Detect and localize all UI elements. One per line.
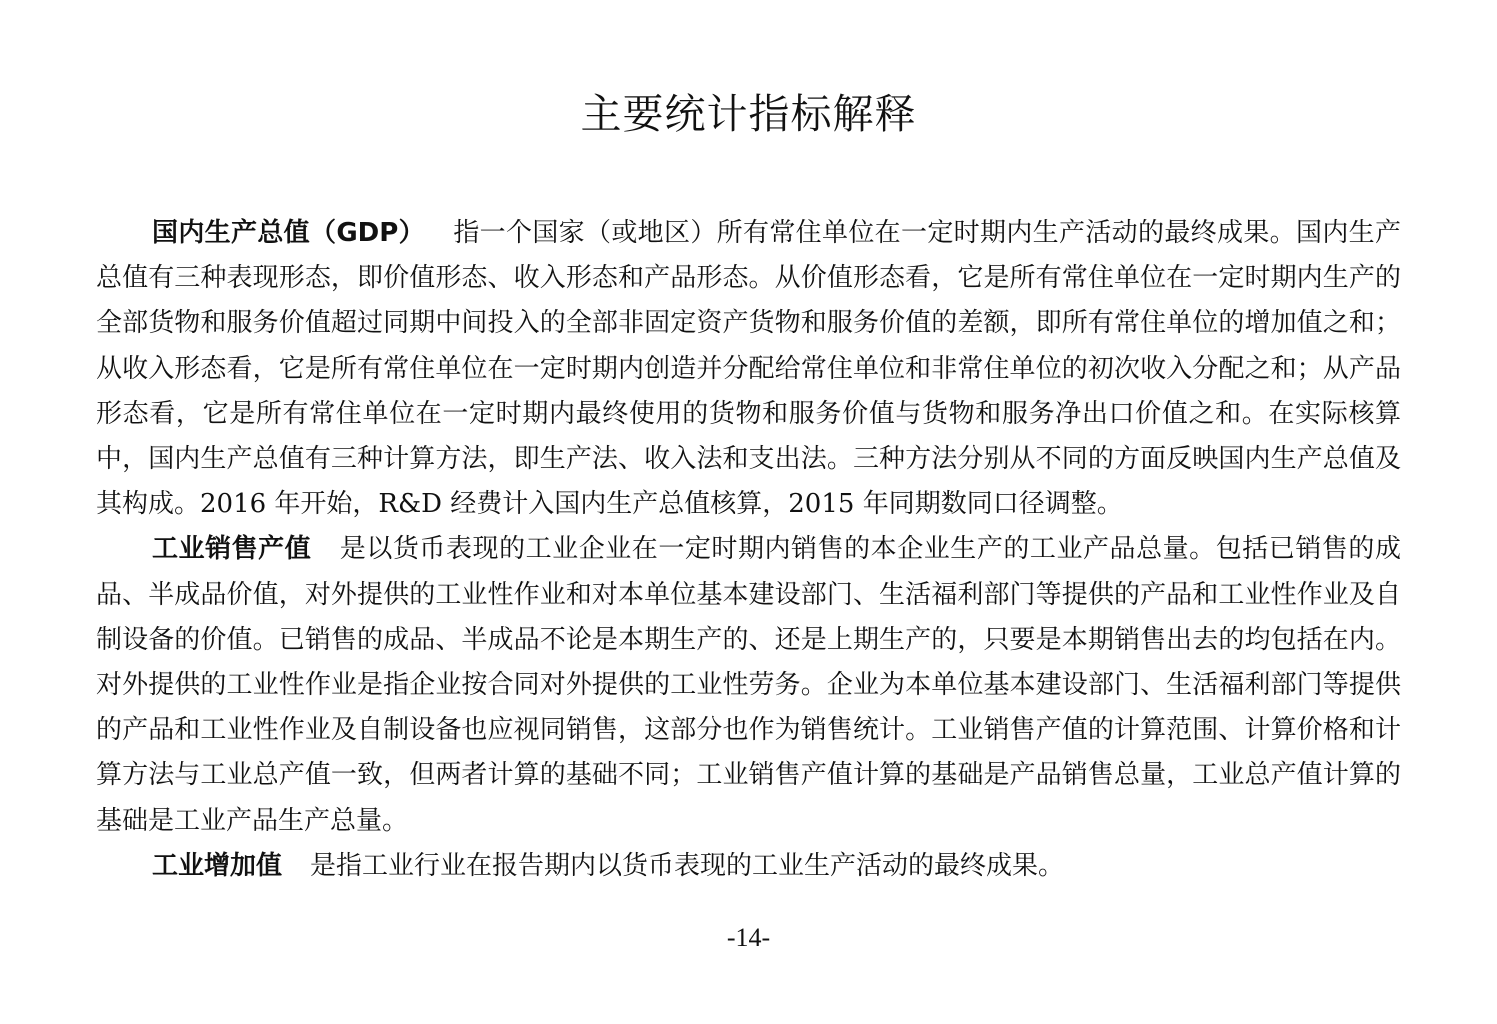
document-body bbox=[96, 211, 1401, 889]
definition-paragraph-gdp bbox=[96, 211, 1401, 527]
page-title: 主要统计指标解释 bbox=[580, 90, 917, 138]
definition-industrial-value-added: 是指工业行业在报告期内以货币表现的工业生产活动的最终成果。 bbox=[310, 850, 1065, 881]
page-number: -14- bbox=[726, 923, 771, 952]
term-gdp: 国内生产总值（GDP） bbox=[152, 218, 425, 248]
definition-industrial-sales-output: 是以货币表现的工业企业在一定时期内销售的本企业生产的工业产品总量。包括已销售的成品、半成品价值，对外提供的工业性作业和对本单位基本建设部门、生活福利部门等提供的产品和工业性作业及自制设备的价值。已销售的成品、半成品不论是本期生产的、还是上期生产的，只要是本期销售出去的均包括在内。对外提供的工业性作业是指企业按合同对外提供的工业性劳务。企业为本单位基本建设部门、生活福利部门等提供的产品和工业性作业及自制设备也应视同销售，这部分也作为销售统计。工业销售产值的计算范围、计算价格和计算方法与工业总产值一致，但两者计算的基础不同；工业销售产值计算的基础是产品销售总量，工业总产值计算的基础是工业产品生产总量。 bbox=[96, 534, 1401, 836]
definition-gdp: 指一个国家（或地区）所有常住单位在一定时期内生产活动的最终成果。国内生产总值有三种表现形态，即价值形态、收入形态和产品形态。从价值形态看，它是所有常住单位在一定时期内生产的全部货物和服务价值超过同期中间投入的全部非固定资产货物和服务价值的差额，即所有常住单位的增加值之和；从收入形态看，它是所有常住单位在一定时期内创造并分配给常住单位和非常住单位的初次收入分配之和；从产品形态看，它是所有常住单位在一定时期内最终使用的货物和服务价值与货物和服务净出口价值之和。在实际核算中，国内生产总值有三种计算方法，即生产法、收入法和支出法。三种方法分别从不同的方面反映国内生产总值及其构成。2016 年开始，R&D 经费计入国内生产总值核算，2015 年同期数同口径调整。 bbox=[96, 218, 1401, 520]
definition-paragraph-industrial-value-added bbox=[96, 844, 1401, 889]
term-industrial-sales-output: 工业销售产值 bbox=[152, 534, 312, 565]
term-industrial-value-added: 工业增加值 bbox=[152, 850, 283, 881]
definition-paragraph-industrial-sales-output bbox=[96, 527, 1401, 843]
